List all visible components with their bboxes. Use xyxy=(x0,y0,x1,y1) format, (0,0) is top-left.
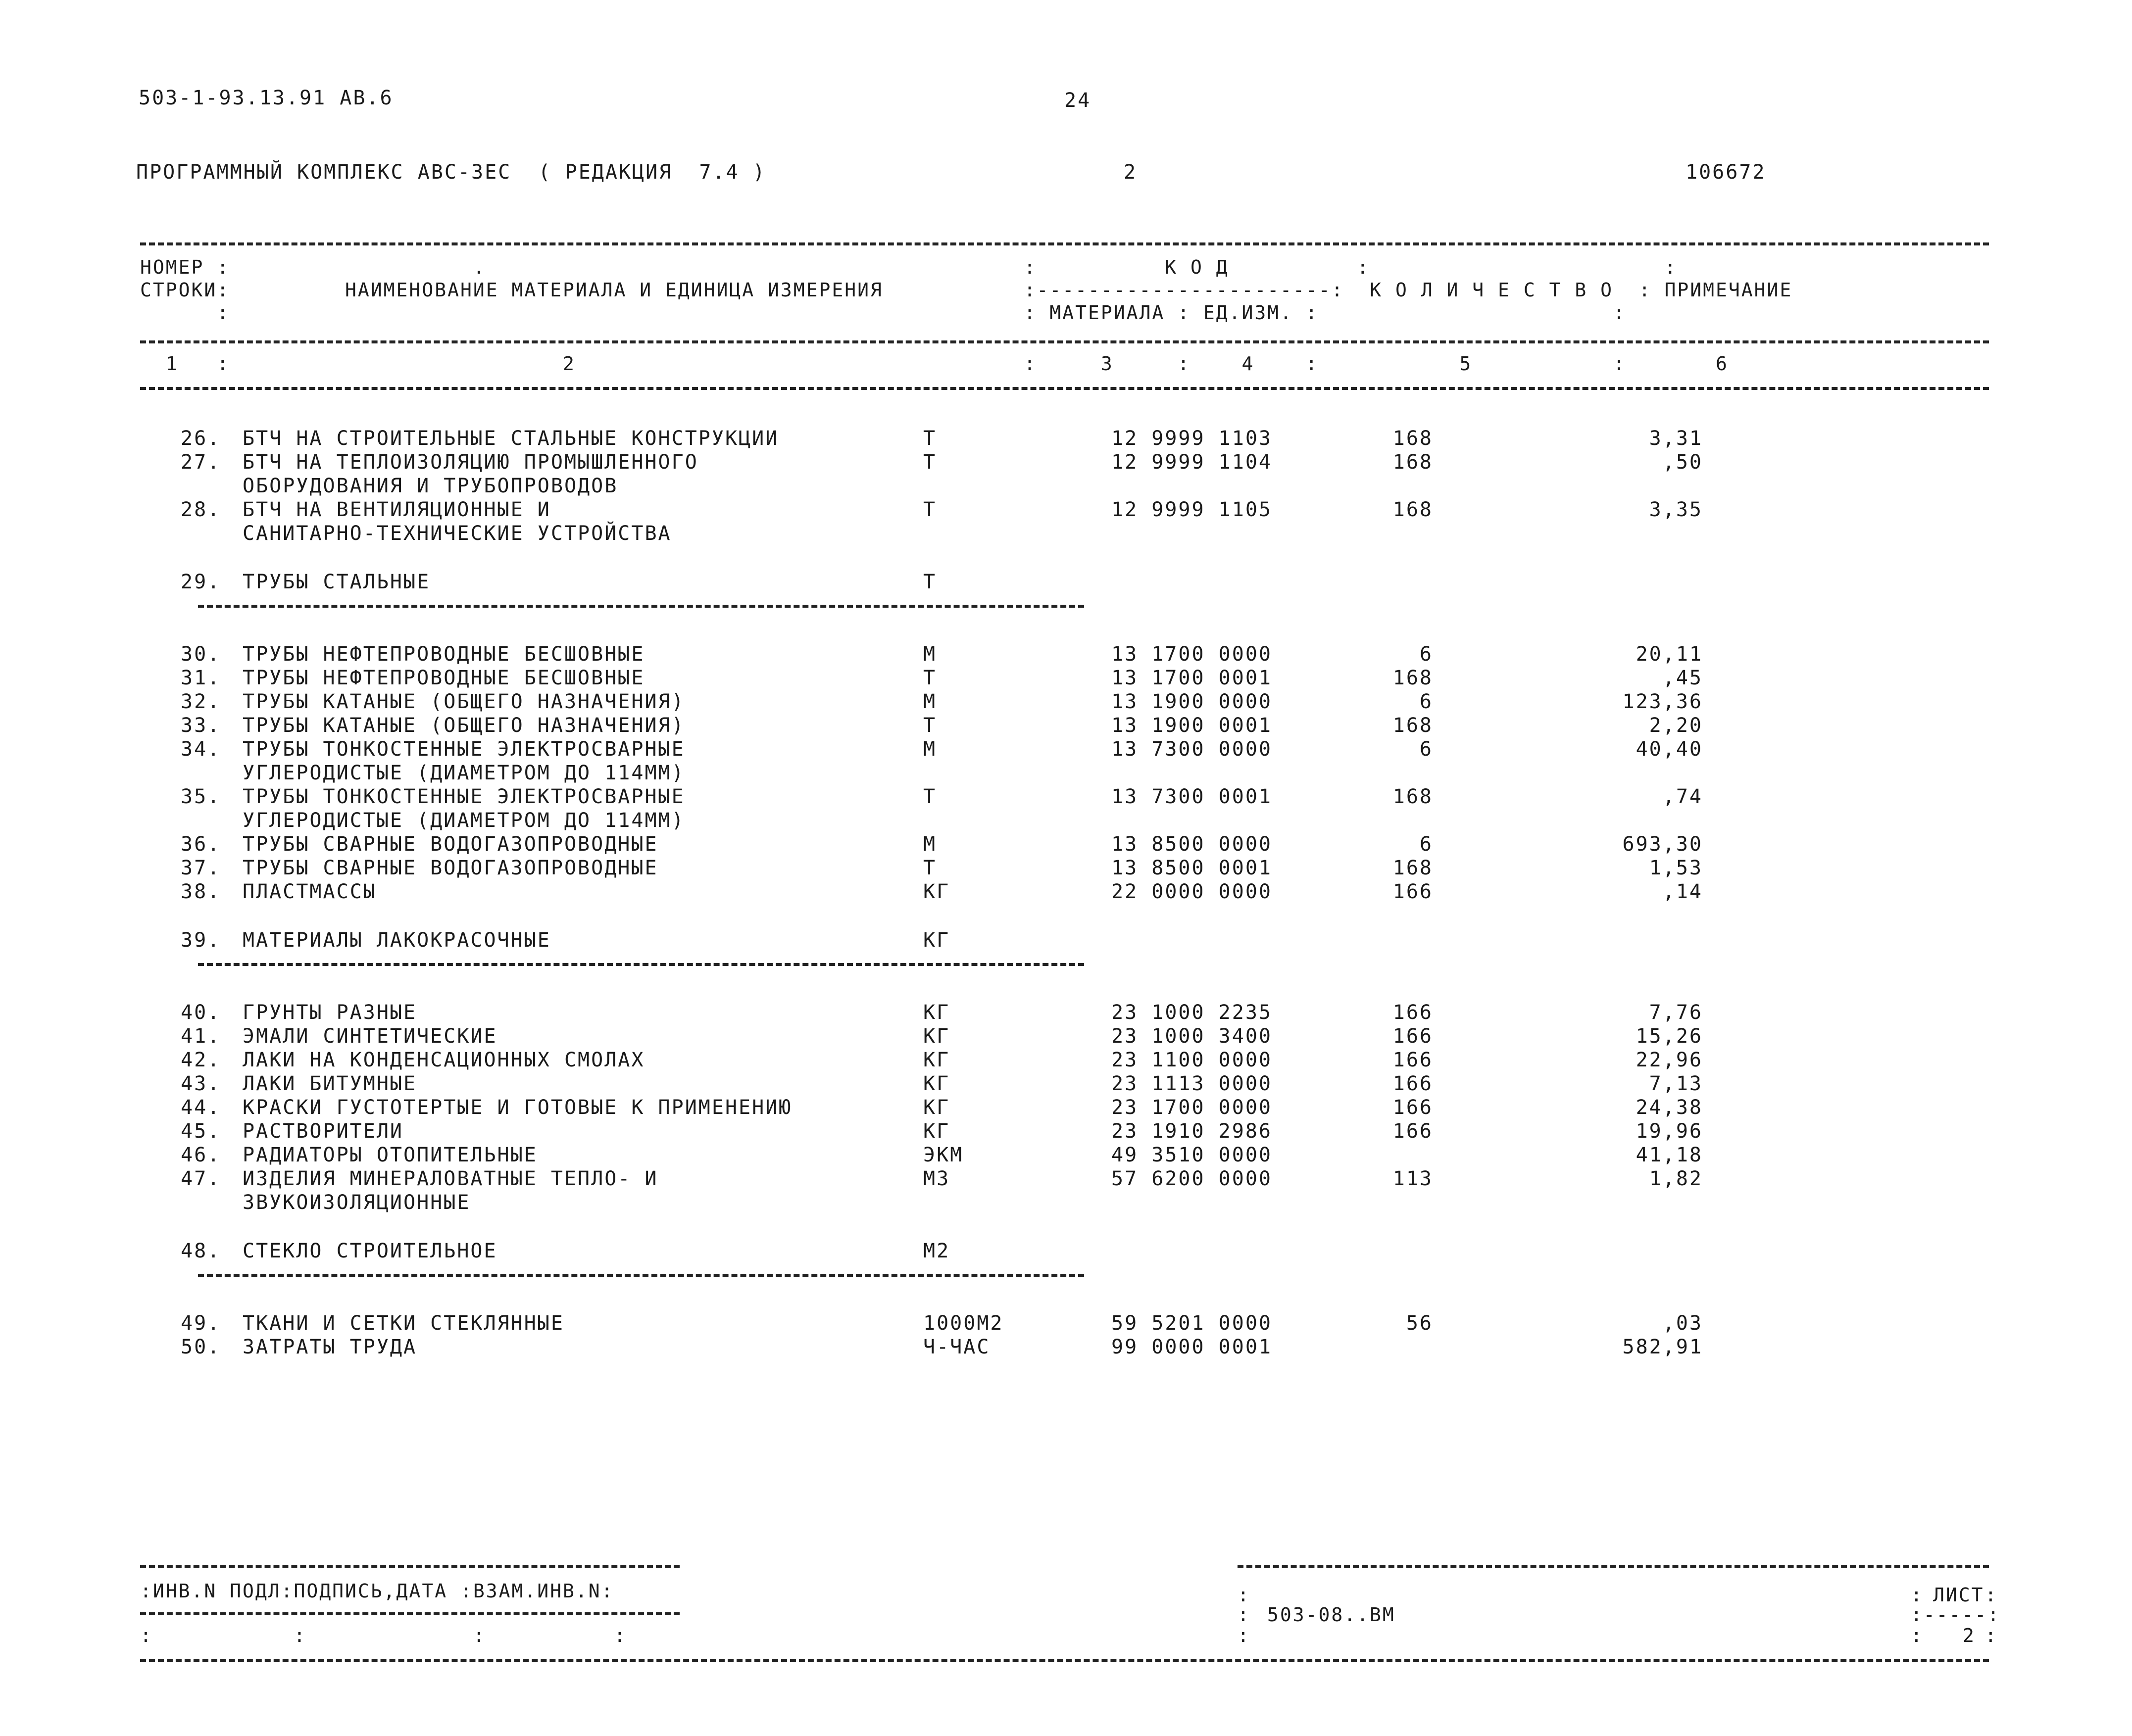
row-name: ТРУБЫ СТАЛЬНЫЕ xyxy=(243,571,431,593)
table-row xyxy=(0,1311,2132,1335)
table-row-continuation xyxy=(0,474,2132,498)
table-row-continuation xyxy=(0,761,2132,785)
row-code: 13 1900 0001 xyxy=(1111,714,1272,737)
row-qty: ,74 xyxy=(1662,785,1703,808)
row-qty: 7,13 xyxy=(1649,1072,1703,1095)
row-unit: КГ xyxy=(923,929,950,952)
footer-rule-bottom xyxy=(140,1659,1989,1662)
row-label: 40. xyxy=(181,1001,221,1024)
row-qty: 19,96 xyxy=(1636,1120,1703,1143)
row-label: 33. xyxy=(181,714,221,737)
header-line-1: НОМЕР : . : К О Д : : xyxy=(140,256,1678,278)
row-name: ИЗДЕЛИЯ МИНЕРАЛОВАТНЫЕ ТЕПЛО- И xyxy=(243,1167,658,1190)
row-label: 46. xyxy=(181,1144,221,1166)
row-ei: 56 xyxy=(1406,1312,1433,1335)
row-label: 35. xyxy=(181,785,221,808)
row-ei: 168 xyxy=(1392,857,1433,879)
row-unit: Т xyxy=(923,451,937,474)
row-ei: 166 xyxy=(1392,1120,1433,1143)
row-name: ТРУБЫ СВАРНЫЕ ВОДОГАЗОПРОВОДНЫЕ xyxy=(243,833,658,856)
row-qty: 2,20 xyxy=(1649,714,1703,737)
table-row-group xyxy=(0,1239,2132,1263)
row-label: 34. xyxy=(181,738,221,761)
row-code: 12 9999 1103 xyxy=(1111,427,1272,450)
program-line: ПРОГРАММНЫЙ КОМПЛЕКС АВС-3ЕС ( РЕДАКЦИЯ 7.4 ) xyxy=(136,161,766,184)
footer-rule-left-mid xyxy=(140,1612,680,1615)
row-ei: 168 xyxy=(1392,714,1433,737)
group-rule xyxy=(198,963,1084,966)
row-label: 29. xyxy=(181,571,221,593)
row-unit: М xyxy=(923,833,937,856)
row-qty: 582,91 xyxy=(1622,1336,1703,1358)
footer-sep: : xyxy=(1238,1604,1250,1626)
footer-sep: : xyxy=(1911,1625,1924,1646)
row-label: 28. xyxy=(181,498,221,521)
row-code: 23 1910 2986 xyxy=(1111,1120,1272,1143)
page-mark: 24 xyxy=(1064,89,1091,112)
row-label: 43. xyxy=(181,1072,221,1095)
row-name: ТКАНИ И СЕТКИ СТЕКЛЯННЫЕ xyxy=(243,1312,564,1335)
table-row-group xyxy=(0,570,2132,594)
row-name: МАТЕРИАЛЫ ЛАКОКРАСОЧНЫЕ xyxy=(243,929,551,952)
row-code: 23 1700 0000 xyxy=(1111,1096,1272,1119)
table-row xyxy=(0,498,2132,522)
row-qty: ,14 xyxy=(1662,880,1703,903)
row-unit: Т xyxy=(923,667,937,689)
row-unit: М xyxy=(923,738,937,761)
row-unit: КГ xyxy=(923,1001,950,1024)
row-unit: Т xyxy=(923,427,937,450)
row-name: БТЧ НА ТЕПЛОИЗОЛЯЦИЮ ПРОМЫШЛЕННОГО xyxy=(243,451,698,474)
row-name-2: УГЛЕРОДИСТЫЕ (ДИАМЕТРОМ ДО 114ММ) xyxy=(243,809,685,832)
row-unit: М2 xyxy=(923,1240,950,1262)
table-row xyxy=(0,737,2132,761)
table-row-continuation xyxy=(0,1191,2132,1214)
table-row xyxy=(0,1024,2132,1048)
row-unit: М xyxy=(923,643,937,666)
row-unit: М xyxy=(923,690,937,713)
sheet-rule: :-----: xyxy=(1911,1604,2001,1626)
row-name: СТЕКЛО СТРОИТЕЛЬНОЕ xyxy=(243,1240,497,1262)
row-code: 49 3510 0000 xyxy=(1111,1144,1272,1166)
row-unit: Т xyxy=(923,571,937,593)
row-ei: 166 xyxy=(1392,1001,1433,1024)
row-name: ТРУБЫ ТОНКОСТЕННЫЕ ЭЛЕКТРОСВАРНЫЕ xyxy=(243,785,685,808)
row-qty: ,50 xyxy=(1662,451,1703,474)
table-row xyxy=(0,1167,2132,1191)
table-row xyxy=(0,427,2132,450)
row-qty: 40,40 xyxy=(1636,738,1703,761)
row-unit: Т xyxy=(923,498,937,521)
row-code: 13 7300 0000 xyxy=(1111,738,1272,761)
table-row xyxy=(0,1072,2132,1096)
row-name: ПЛАСТМАССЫ xyxy=(243,880,377,903)
row-code: 12 9999 1105 xyxy=(1111,498,1272,521)
row-code: 59 5201 0000 xyxy=(1111,1312,1272,1335)
row-ei: 113 xyxy=(1392,1167,1433,1190)
table-row xyxy=(0,1001,2132,1024)
row-code: 13 1700 0001 xyxy=(1111,667,1272,689)
row-name: ТРУБЫ СВАРНЫЕ ВОДОГАЗОПРОВОДНЫЕ xyxy=(243,857,658,879)
row-unit: КГ xyxy=(923,1049,950,1071)
footer-sep: : xyxy=(1238,1625,1250,1646)
row-name: ЭМАЛИ СИНТЕТИЧЕСКИЕ xyxy=(243,1025,497,1048)
footer-sep: : xyxy=(1985,1625,1998,1646)
rule-header xyxy=(140,340,1989,343)
row-unit: 1000М2 xyxy=(923,1312,1004,1335)
row-name: ЛАКИ БИТУМНЫЕ xyxy=(243,1072,417,1095)
footer-rule-left-top xyxy=(140,1565,680,1568)
row-name: ТРУБЫ КАТАНЫЕ (ОБЩЕГО НАЗНАЧЕНИЯ) xyxy=(243,690,685,713)
footer-sep: : xyxy=(1238,1584,1250,1606)
table-row xyxy=(0,832,2132,856)
table-row xyxy=(0,690,2132,714)
row-label: 42. xyxy=(181,1049,221,1071)
header-line-2: СТРОКИ: НАИМЕНОВАНИЕ МАТЕРИАЛА И ЕДИНИЦА ИЗМЕРЕНИЯ :-----------------------: К О Л И Ч Е С Т В О : ПРИМЕЧАНИЕ xyxy=(140,279,1793,301)
table-row xyxy=(0,1143,2132,1167)
row-name: ТРУБЫ НЕФТЕПРОВОДНЫЕ БЕСШОВНЫЕ xyxy=(243,667,645,689)
row-qty: 3,35 xyxy=(1649,498,1703,521)
row-name-2: УГЛЕРОДИСТЫЕ (ДИАМЕТРОМ ДО 114ММ) xyxy=(243,762,685,784)
row-label: 50. xyxy=(181,1336,221,1358)
header-line-3: : : МАТЕРИАЛА : ЕД.ИЗМ. : : xyxy=(140,302,1626,324)
row-qty: 15,26 xyxy=(1636,1025,1703,1048)
table-row xyxy=(0,450,2132,474)
row-unit: М3 xyxy=(923,1167,950,1190)
row-code: 23 1113 0000 xyxy=(1111,1072,1272,1095)
row-name: КРАСКИ ГУСТОТЕРТЫЕ И ГОТОВЫЕ К ПРИМЕНЕНИЮ xyxy=(243,1096,793,1119)
table-row xyxy=(0,714,2132,737)
footer-sep: : xyxy=(1985,1584,1998,1606)
row-unit: КГ xyxy=(923,1025,950,1048)
row-unit: Т xyxy=(923,857,937,879)
table-row-continuation xyxy=(0,809,2132,832)
row-label: 36. xyxy=(181,833,221,856)
document-reference: 503-08..ВМ xyxy=(1267,1604,1395,1626)
row-ei: 166 xyxy=(1392,1049,1433,1071)
row-name: ТРУБЫ НЕФТЕПРОВОДНЫЕ БЕСШОВНЫЕ xyxy=(243,643,645,666)
row-code: 12 9999 1104 xyxy=(1111,451,1272,474)
row-code: 57 6200 0000 xyxy=(1111,1167,1272,1190)
column-numbers: 1 : 2 : 3 : 4 : 5 : 6 xyxy=(140,353,1729,375)
group-rule xyxy=(198,1274,1084,1277)
footer-sep: : xyxy=(1911,1584,1924,1606)
row-code: 13 1900 0000 xyxy=(1111,690,1272,713)
stamp-cells: : : : : xyxy=(140,1625,627,1646)
row-qty: 1,82 xyxy=(1649,1167,1703,1190)
row-name: ЛАКИ НА КОНДЕНСАЦИОННЫХ СМОЛАХ xyxy=(243,1049,645,1071)
row-name: БТЧ НА СТРОИТЕЛЬНЫЕ СТАЛЬНЫЕ КОНСТРУКЦИИ xyxy=(243,427,779,450)
sheet-label: ЛИСТ xyxy=(1933,1584,1984,1606)
row-qty: 3,31 xyxy=(1649,427,1703,450)
row-code: 99 0000 0001 xyxy=(1111,1336,1272,1358)
row-code: 22 0000 0000 xyxy=(1111,880,1272,903)
row-code: 13 7300 0001 xyxy=(1111,785,1272,808)
row-ei: 166 xyxy=(1392,1025,1433,1048)
rule-top xyxy=(140,242,1989,245)
group-rule xyxy=(198,605,1084,608)
row-code: 23 1100 0000 xyxy=(1111,1049,1272,1071)
row-unit: КГ xyxy=(923,1072,950,1095)
table-row xyxy=(0,880,2132,904)
row-qty: 41,18 xyxy=(1636,1144,1703,1166)
sheet-number: 2 xyxy=(1124,161,1138,184)
row-code: 23 1000 2235 xyxy=(1111,1001,1272,1024)
row-name: РАСТВОРИТЕЛИ xyxy=(243,1120,403,1143)
row-label: 37. xyxy=(181,857,221,879)
row-ei: 168 xyxy=(1392,427,1433,450)
row-ei: 166 xyxy=(1392,880,1433,903)
table-row xyxy=(0,1335,2132,1359)
row-label: 31. xyxy=(181,667,221,689)
row-unit: Т xyxy=(923,714,937,737)
row-qty: ,03 xyxy=(1662,1312,1703,1335)
row-name-2: ОБОРУДОВАНИЯ И ТРУБОПРОВОДОВ xyxy=(243,475,618,497)
row-ei: 166 xyxy=(1392,1096,1433,1119)
row-label: 44. xyxy=(181,1096,221,1119)
row-label: 27. xyxy=(181,451,221,474)
row-name: БТЧ НА ВЕНТИЛЯЦИОННЫЕ И xyxy=(243,498,551,521)
row-unit: КГ xyxy=(923,1120,950,1143)
rule-colnums xyxy=(140,387,1989,390)
table-row xyxy=(0,1096,2132,1119)
row-label: 41. xyxy=(181,1025,221,1048)
row-unit: Т xyxy=(923,785,937,808)
row-name: ТРУБЫ КАТАНЫЕ (ОБЩЕГО НАЗНАЧЕНИЯ) xyxy=(243,714,685,737)
table-row xyxy=(0,642,2132,666)
row-ei: 6 xyxy=(1419,738,1433,761)
row-label: 30. xyxy=(181,643,221,666)
row-label: 48. xyxy=(181,1240,221,1262)
table-row xyxy=(0,785,2132,809)
doc-code: 503-1-93.13.91 AB.6 xyxy=(139,87,394,109)
footer-rule-right-top xyxy=(1238,1565,1989,1568)
row-ei: 168 xyxy=(1392,451,1433,474)
row-qty: 20,11 xyxy=(1636,643,1703,666)
row-name-2: САНИТАРНО-ТЕХНИЧЕСКИЕ УСТРОЙСТВА xyxy=(243,522,672,545)
row-qty: 693,30 xyxy=(1622,833,1703,856)
table-row xyxy=(0,1119,2132,1143)
row-ei: 168 xyxy=(1392,498,1433,521)
row-unit: КГ xyxy=(923,1096,950,1119)
row-qty: 123,36 xyxy=(1622,690,1703,713)
row-qty: 22,96 xyxy=(1636,1049,1703,1071)
sheet-number-footer: 2 xyxy=(1963,1625,1976,1646)
row-ei: 166 xyxy=(1392,1072,1433,1095)
row-name: ГРУНТЫ РАЗНЫЕ xyxy=(243,1001,417,1024)
row-ei: 6 xyxy=(1419,833,1433,856)
table-row xyxy=(0,856,2132,880)
row-label: 38. xyxy=(181,880,221,903)
row-ei: 168 xyxy=(1392,785,1433,808)
row-unit: КГ xyxy=(923,880,950,903)
row-label: 49. xyxy=(181,1312,221,1335)
row-ei: 168 xyxy=(1392,667,1433,689)
row-name: ЗАТРАТЫ ТРУДА xyxy=(243,1336,417,1358)
table-row xyxy=(0,1048,2132,1072)
row-label: 26. xyxy=(181,427,221,450)
row-code: 13 1700 0000 xyxy=(1111,643,1272,666)
row-code: 23 1000 3400 xyxy=(1111,1025,1272,1048)
row-ei: 6 xyxy=(1419,690,1433,713)
row-qty: 7,76 xyxy=(1649,1001,1703,1024)
row-unit: Ч-ЧАС xyxy=(923,1336,991,1358)
row-qty: 24,38 xyxy=(1636,1096,1703,1119)
table-row-continuation xyxy=(0,522,2132,545)
row-ei: 6 xyxy=(1419,643,1433,666)
row-name: ТРУБЫ ТОНКОСТЕННЫЕ ЭЛЕКТРОСВАРНЫЕ xyxy=(243,738,685,761)
row-label: 47. xyxy=(181,1167,221,1190)
row-label: 39. xyxy=(181,929,221,952)
job-number: 106672 xyxy=(1686,161,1766,184)
table-row xyxy=(0,666,2132,690)
row-qty: 1,53 xyxy=(1649,857,1703,879)
row-qty: ,45 xyxy=(1662,667,1703,689)
row-code: 13 8500 0001 xyxy=(1111,857,1272,879)
row-name-2: ЗВУКОИЗОЛЯЦИОННЫЕ xyxy=(243,1191,471,1214)
row-unit: ЭКМ xyxy=(923,1144,964,1166)
row-label: 32. xyxy=(181,690,221,713)
row-label: 45. xyxy=(181,1120,221,1143)
stamp-labels: :ИНВ.N ПОДЛ:ПОДПИСЬ,ДАТА :ВЗАМ.ИНВ.N: xyxy=(140,1580,614,1602)
row-name: РАДИАТОРЫ ОТОПИТЕЛЬНЫЕ xyxy=(243,1144,538,1166)
table-row-group xyxy=(0,928,2132,952)
row-code: 13 8500 0000 xyxy=(1111,833,1272,856)
